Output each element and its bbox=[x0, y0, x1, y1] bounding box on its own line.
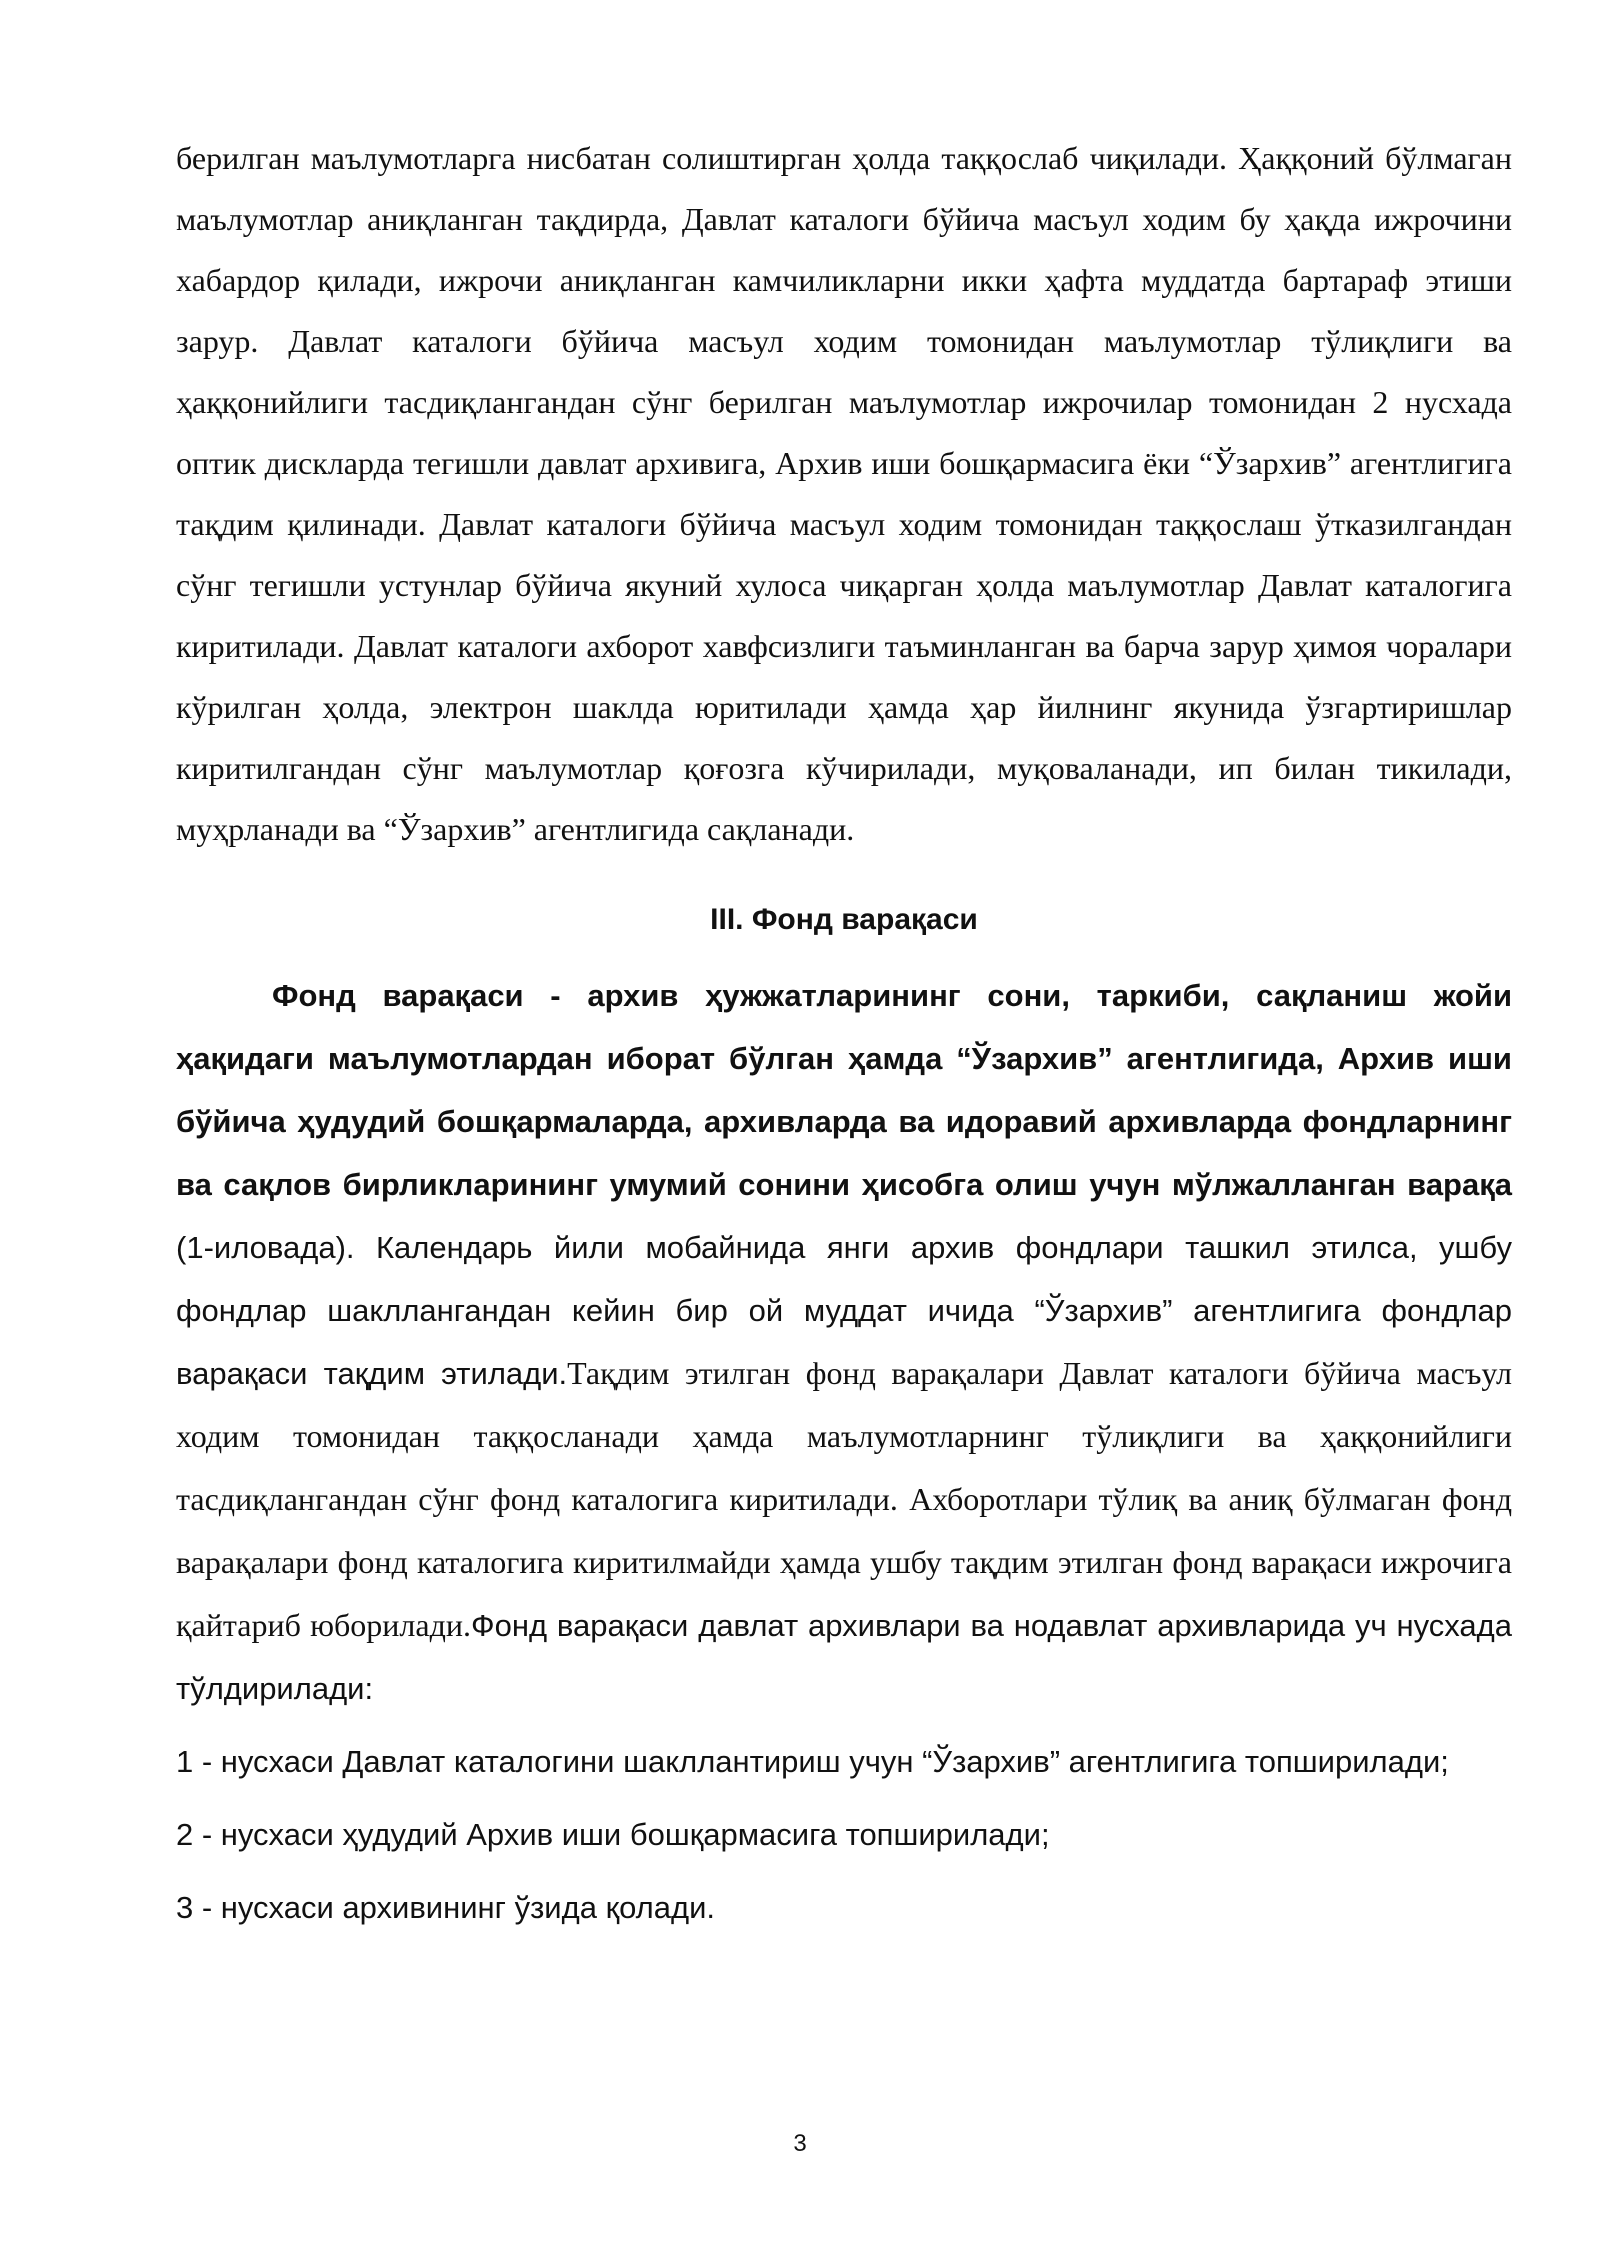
document-body bbox=[176, 128, 1512, 1939]
fund-sheet-definition: Фонд варақаси - архив ҳужжатларининг сони, таркиби, сақланиш жойи ҳақидаги маълумотлардан иборат бўлган ҳамда “Ўзархив” агентлигида, Архив иши бўйича ҳудудий бошқармаларда, архивларда ва идоравий архивларда фондларнинг ва сақлов бирликларининг умумий сонини ҳисобга олиш учун мўлжалланган варақа bbox=[176, 978, 1512, 1202]
list-item-copy-3: 3 - нусхаси архивининг ўзида қолади. bbox=[176, 1890, 716, 1925]
list-item-copy-1: 1 - нусхаси Давлат каталогини шакллантириш учун “Ўзархив” агентлигига топширилади; bbox=[176, 1744, 1449, 1779]
body-paragraph-1: берилган маълумотларга нисбатан солиштирган ҳолда таққослаб чиқилади. Ҳаққоний бўлмаган маълумотлар аниқланган тақдирда, Давлат каталоги бўйича масъул ходим бу ҳақда ижрочини хабардор қилади, ижрочи аниқланган камчиликларни икки ҳафта муддатда бартараф этиши зарур. Давлат каталоги бўйича масъул ходим томонидан маълумотлар тўлиқлиги ва ҳаққонийлиги тасдиқлангандан сўнг берилган маълумотлар ижрочилар томонидан 2 нусхада оптик дискларда тегишли давлат архивига, Архив иши бошқармасига ёки “Ўзархив” агентлигига тақдим қилинади. Давлат каталоги бўйича масъул ходим томонидан таққослаш ўтказилгандан сўнг тегишли устунлар бўйича якуний хулоса чиқарган ҳолда маълумотлар Давлат каталогига киритилади. Давлат каталоги ахборот хавфсизлиги таъминланган ва барча зарур ҳимоя чоралари кўрилган ҳолда, электрон шаклда юритилади ҳамда ҳар йилнинг якунида ўзгартиришлар киритилгандан сўнг маълумотлар қоғозга кўчирилади, муқоваланади, ип билан тикилади, муҳрланади ва “Ўзархив” агентлигида сақланади. bbox=[176, 140, 1512, 847]
body-paragraph-2 bbox=[176, 964, 1512, 1720]
paragraph-2-text-b: Тақдим этилган фонд варақалари Давлат каталоги бўйича масъул ходим томонидан таққосланади ҳамда маълумотларнинг тўлиқлиги ва ҳаққонийлиги тасдиқлангандан сўнг фонд каталогига киритилади. Ахборотлари тўлиқ ва аниқ бўлмаган фонд варақалари фонд каталогига киритилмайди ҳамда ушбу тақдим этилган фонд варақаси ижрочига қайтариб юборилади. bbox=[176, 1355, 1512, 1643]
paragraph-2-text-c: Фонд варақаси давлат архивлари ва нодавлат архивларида уч нусхада тўлдирилади: bbox=[176, 1608, 1513, 1706]
list-item-copy-2: 2 - нусхаси ҳудудий Архив иши бошқармасига топширилади; bbox=[176, 1817, 1050, 1852]
paragraph-2-text-a: (1-иловада). Календарь йили мобайнида янги архив фондлари ташкил этилса, ушбу фондлар шакллангандан кейин бир ой муддат ичида “Ўзархив” агентлигига фондлар варақаси тақдим этилади. bbox=[176, 1230, 1512, 1391]
page-number: 3 bbox=[793, 2130, 807, 2157]
section-heading: III. Фонд варақаси bbox=[710, 903, 978, 936]
